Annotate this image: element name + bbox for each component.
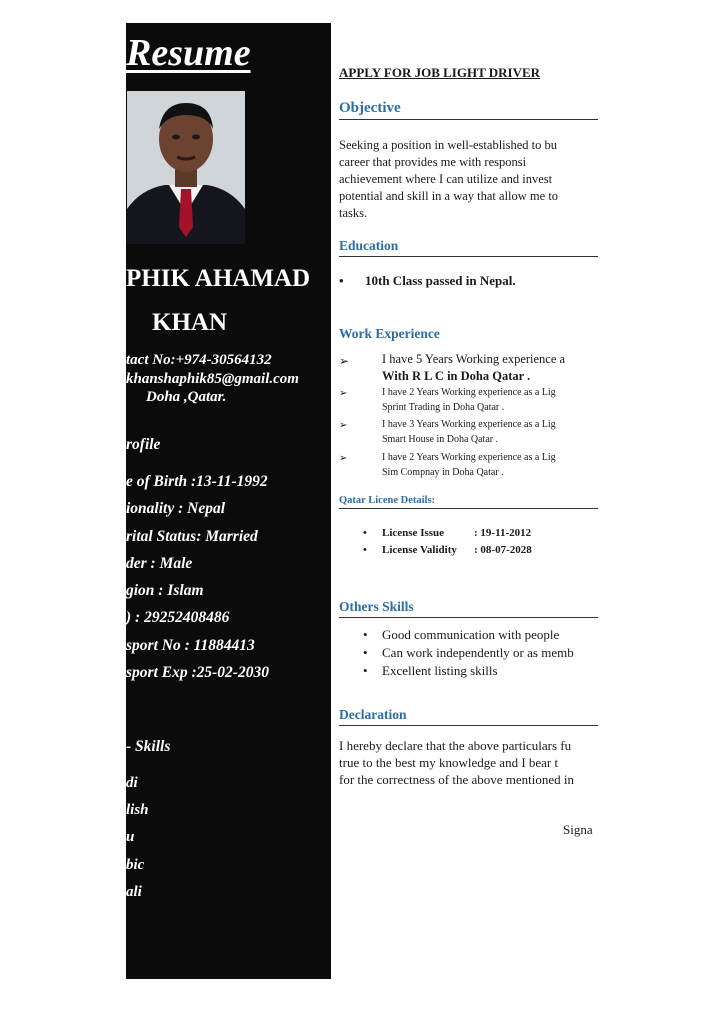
- objective-line: Seeking a position in well-established to bu: [339, 138, 558, 152]
- language-item: lish: [126, 802, 149, 818]
- objective-line: tasks.: [339, 206, 368, 220]
- license-issue-value: : 19-11-2012: [474, 527, 532, 539]
- bullet-icon: •: [363, 627, 368, 642]
- skill-item: Excellent listing skills: [382, 663, 498, 678]
- work-item-line1: I have 2 Years Working experience as a Lig: [382, 452, 556, 463]
- declaration-line: for the correctness of the above mentioned in: [339, 772, 574, 787]
- info-dob: e of Birth :13-11-1992: [126, 473, 268, 490]
- sidebar: [126, 23, 331, 979]
- objective-line: achievement where I can utilize and invest: [339, 172, 553, 186]
- info-passport-no: sport No : 11884413: [126, 637, 255, 654]
- declaration-line: true to the best my knowledge and I bear t: [339, 755, 559, 770]
- other-skills-list: [339, 627, 598, 687]
- bullet-icon: •: [363, 663, 368, 678]
- language-item: u: [126, 829, 135, 845]
- language-item: ali: [126, 884, 142, 900]
- arrow-bullet-icon: ➢: [339, 388, 348, 399]
- contact-email: khanshaphik85@gmail.com: [126, 371, 299, 387]
- objective-heading: Objective: [339, 100, 598, 120]
- education-heading: Education: [339, 238, 598, 257]
- contact-location: Doha ,Qatar.: [146, 389, 227, 405]
- work-item-line2: Smart House in Doha Qatar .: [382, 434, 499, 445]
- other-skills-heading: Others Skills: [339, 599, 598, 618]
- language-item: bic: [126, 857, 145, 873]
- arrow-bullet-icon: ➢: [339, 420, 348, 431]
- declaration-text: [339, 737, 574, 788]
- skill-item: Good communication with people: [382, 627, 560, 642]
- name-line-1: PHIK AHAMAD: [126, 265, 311, 292]
- info-nationality: ionality : Nepal: [126, 500, 226, 517]
- license-validity-value: : 08-07-2028: [474, 544, 532, 556]
- bullet-icon: •: [363, 544, 367, 556]
- skill-item: Can work independently or as memb: [382, 645, 574, 660]
- language-skills-heading: - Skills: [126, 738, 171, 755]
- signature-label: Signa: [563, 822, 593, 837]
- profile-photo: [127, 91, 245, 244]
- declaration-line: I hereby declare that the above particulars fu: [339, 738, 572, 753]
- main-content: [339, 60, 598, 860]
- language-item: di: [126, 775, 138, 791]
- contact-phone: tact No:+974-30564132: [126, 352, 272, 368]
- work-experience-list: [339, 352, 598, 482]
- person-photo-icon: [127, 91, 245, 244]
- bullet-icon: •: [339, 273, 344, 288]
- bullet-icon: •: [363, 645, 368, 660]
- work-item-line1: I have 3 Years Working experience as a Lig: [382, 419, 556, 430]
- info-gender: der : Male: [126, 555, 193, 572]
- license-heading: Qatar Licene Details:: [339, 495, 598, 509]
- work-item-line2: Sim Compnay in Doha Qatar .: [382, 467, 504, 478]
- info-id: ) : 29252408486: [126, 609, 230, 626]
- name-line-2: KHAN: [152, 309, 227, 336]
- work-item-line1: I have 2 Years Working experience as a Lig: [382, 387, 556, 398]
- declaration-heading: Declaration: [339, 707, 598, 726]
- work-item-line1: I have 5 Years Working experience a: [382, 352, 566, 366]
- language-skills-heading-text: Skills: [135, 738, 171, 755]
- apply-title: APPLY FOR JOB LIGHT DRIVER: [339, 65, 541, 80]
- info-marital-status: rital Status: Married: [126, 528, 258, 545]
- work-experience-heading: Work Experience: [339, 326, 440, 341]
- objective-text: [339, 137, 558, 222]
- profile-heading: rofile: [126, 436, 161, 453]
- work-item-line2: Sprint Trading in Doha Qatar .: [382, 402, 505, 413]
- license-validity-label: License Validity: [382, 544, 457, 556]
- work-item-line2: With R L C in Doha Qatar .: [382, 369, 531, 383]
- arrow-bullet-icon: ➢: [339, 453, 348, 464]
- education-text: 10th Class passed in Nepal.: [365, 273, 516, 288]
- education-item: [339, 273, 516, 289]
- bullet-icon: •: [363, 527, 367, 539]
- info-passport-exp: sport Exp :25-02-2030: [126, 664, 269, 681]
- license-issue-label: License Issue: [382, 527, 445, 539]
- resume-title: Resume: [126, 32, 251, 74]
- arrow-bullet-icon: ➢: [339, 354, 350, 368]
- objective-line: career that provides me with responsi: [339, 155, 527, 169]
- objective-line: potential and skill in a way that allow me to: [339, 189, 559, 203]
- info-religion: gion : Islam: [126, 582, 204, 599]
